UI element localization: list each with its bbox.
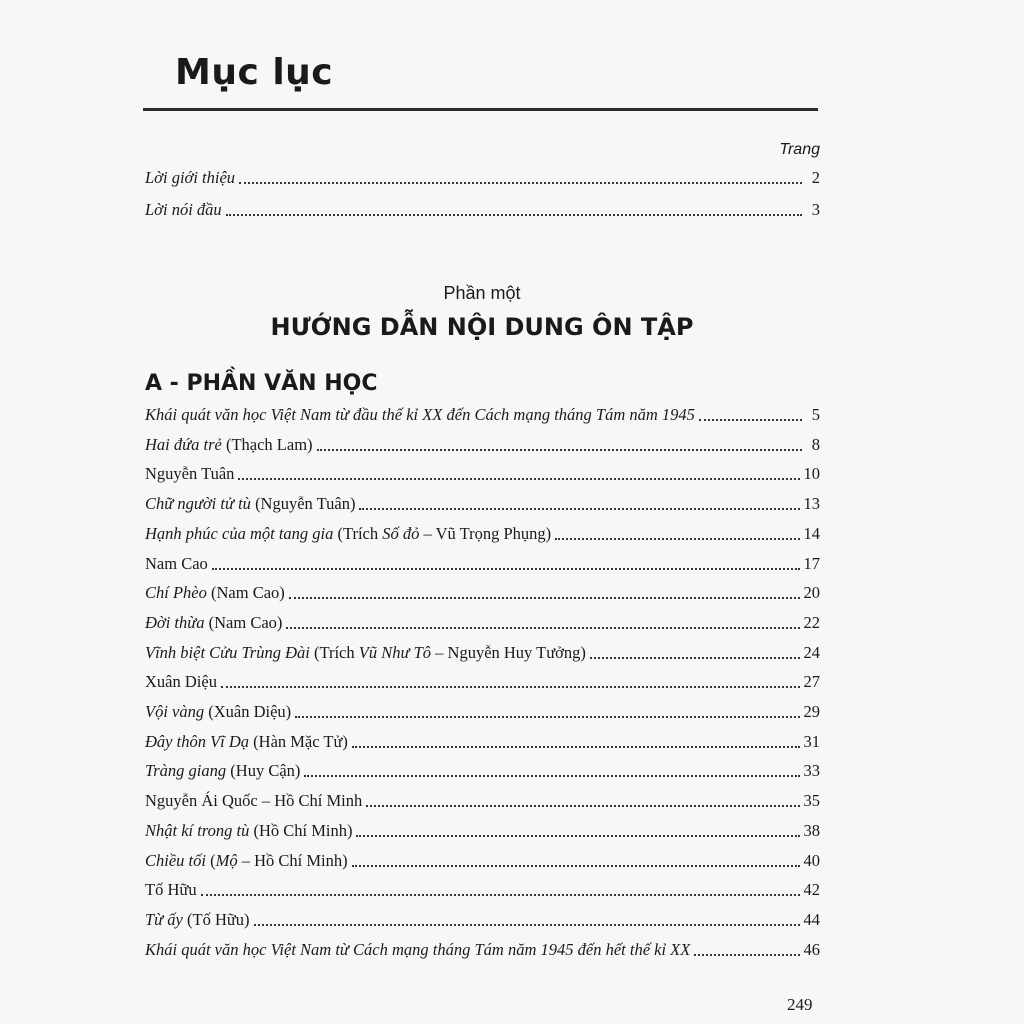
dot-leader	[352, 746, 800, 748]
page-title: Mục lục	[175, 52, 334, 93]
toc-entry	[145, 613, 820, 633]
toc-entry-title	[145, 791, 362, 811]
toc-entry-title-part: (Nam Cao)	[206, 583, 285, 603]
toc-entry-title-part: Vũ Như Tô	[358, 642, 432, 662]
toc-entry-title	[145, 554, 208, 574]
toc-entry-page: 20	[803, 583, 820, 603]
dot-leader	[694, 954, 799, 956]
toc-entry	[145, 672, 820, 692]
toc-entry-title-part: Hạnh phúc của một tang gia	[145, 523, 334, 543]
toc-entry-title	[145, 761, 300, 781]
dot-leader	[226, 214, 802, 216]
toc-entry-page: 22	[803, 612, 820, 632]
toc-entry-page: 42	[803, 880, 820, 900]
toc-entry	[145, 851, 820, 871]
toc-entry-title	[145, 702, 291, 722]
toc-entry-title	[145, 880, 197, 900]
toc-entry-title	[145, 821, 352, 841]
toc-entry-page: 10	[803, 464, 820, 484]
dot-leader	[239, 182, 802, 184]
toc-entry	[145, 524, 820, 544]
dot-leader	[699, 419, 802, 421]
toc-entry	[145, 583, 820, 603]
dot-leader	[289, 597, 800, 599]
dot-leader	[212, 568, 800, 570]
toc-entry-title	[145, 524, 551, 544]
toc-entry	[145, 643, 820, 663]
toc-entry	[145, 910, 820, 930]
toc-entry-page: 29	[803, 702, 820, 721]
dot-leader	[254, 924, 800, 926]
part-subtitle: Phần một	[443, 283, 521, 303]
dot-leader	[238, 478, 799, 480]
toc-entry-title	[145, 435, 313, 455]
dot-leader	[555, 538, 799, 540]
toc-entry-title-part: – Vũ Trọng Phụng)	[419, 523, 552, 543]
toc-entry-page: 8	[811, 434, 820, 454]
toc-entry-title-part: (Huy Cận)	[226, 761, 301, 781]
toc-entry-page: 40	[803, 850, 820, 870]
toc-entry-title-part: Hai đứa trẻ	[145, 434, 222, 454]
page-column-label: Trang	[779, 141, 820, 158]
toc-entry-title-part: (Hàn Mặc Tử)	[249, 731, 348, 751]
toc-entry-title-part: (Trích	[333, 523, 383, 543]
dot-leader	[286, 627, 799, 629]
toc-entry-title	[145, 494, 355, 514]
toc-entry-page: 3	[811, 200, 820, 219]
toc-entry-title	[145, 732, 348, 752]
dot-leader	[201, 894, 800, 896]
toc-entry	[145, 821, 820, 841]
toc-entry-title	[145, 940, 690, 960]
toc-entry-title-part: (Trích	[309, 642, 359, 662]
toc-entry-title-part: Chí Phèo	[145, 583, 207, 603]
toc-entry-title-part: (Tố Hữu)	[182, 909, 250, 929]
toc-entry-page: 27	[803, 672, 820, 692]
toc-entry-title-part: Mộ	[215, 850, 238, 870]
toc-entry-title-part: Khái quát văn học Việt Nam từ đầu thế kỉ XX đến Cách mạng tháng Tám năm 1945	[145, 405, 695, 424]
toc-entry	[145, 761, 820, 781]
toc-entry-title-part: Từ ấy	[145, 909, 183, 929]
toc-entry-title-part: – Hồ Chí Minh)	[237, 850, 348, 870]
toc-entry-title-part: Tràng giang	[145, 761, 227, 781]
dot-leader	[221, 686, 800, 688]
dot-leader	[590, 657, 800, 659]
dot-leader	[304, 775, 799, 777]
toc-entry-page: 14	[803, 523, 820, 543]
toc-entry-page: 33	[803, 761, 820, 781]
toc-entry-page: 35	[803, 791, 820, 811]
toc-entry-title-part: Nguyễn Tuân	[145, 464, 235, 484]
toc-entry-title	[145, 851, 348, 871]
toc-entry-title-part: Xuân Diệu	[145, 672, 217, 692]
toc-entry	[145, 732, 820, 752]
toc-entry-title	[145, 405, 695, 425]
toc-entry	[145, 494, 820, 514]
toc-entry	[145, 940, 820, 960]
toc-entry-page: 44	[803, 909, 820, 929]
toc-entry	[145, 200, 820, 220]
toc-entry-title-part: Vĩnh biệt Cửu Trùng Đài	[145, 642, 310, 662]
toc-entry-title-part: Nhật kí trong tù	[145, 820, 250, 840]
toc-entry-title-part: Vội vàng	[145, 702, 205, 721]
dot-leader	[317, 449, 802, 451]
toc-entry-title-part: (Nam Cao)	[204, 612, 283, 632]
toc-entry-page: 5	[811, 405, 820, 424]
toc-entry-title	[145, 168, 235, 188]
toc-entry	[145, 702, 820, 722]
toc-entry	[145, 791, 820, 811]
dot-leader	[295, 716, 799, 718]
toc-entry-title-part: (Thạch Lam)	[221, 434, 313, 454]
dot-leader	[352, 865, 800, 867]
toc-entry-title	[145, 643, 586, 663]
part-title: HƯỚNG DẪN NỘI DUNG ÔN TẬP	[270, 313, 694, 341]
toc-entry-page: 46	[803, 939, 820, 959]
toc-entry-title-part: – Nguyễn Huy Tưởng)	[431, 642, 586, 662]
toc-entry-title-part: Lời nói đầu	[145, 200, 222, 219]
toc-entry-page: 24	[803, 642, 820, 662]
dot-leader	[359, 508, 799, 510]
toc-entry-page: 31	[803, 731, 820, 751]
toc-entry-title-part: (Nguyễn Tuân)	[250, 494, 356, 514]
toc-entry	[145, 435, 820, 455]
toc-entry-page: 38	[803, 820, 820, 840]
toc-entry-title-part: Chữ người tử tù	[145, 494, 251, 514]
toc-entry	[145, 554, 820, 574]
toc-entry-title-part: Nam Cao	[145, 553, 208, 573]
toc-entry-title	[145, 672, 217, 692]
toc-entry-title-part: Đời thừa	[145, 612, 205, 632]
toc-entry-title-part: Đây thôn Vĩ Dạ	[145, 731, 250, 751]
toc-entry-title-part: Khái quát văn học Việt Nam từ Cách mạng tháng Tám năm 1945 đến hết thế kỉ XX	[145, 939, 691, 959]
section-heading: A - PHẦN VĂN HỌC	[145, 371, 378, 396]
toc-entry-title-part: Số đỏ	[382, 523, 420, 543]
toc-entry-title-part: (Xuân Diệu)	[204, 702, 292, 721]
toc-entry-page: 2	[811, 168, 820, 187]
toc-entry-title-part: (	[205, 850, 216, 870]
toc-entry	[145, 880, 820, 900]
toc-entry-title	[145, 583, 285, 603]
toc-entry-title	[145, 200, 222, 220]
dot-leader	[356, 835, 799, 837]
toc-entry	[145, 464, 820, 484]
title-rule	[143, 108, 818, 111]
toc-entry-title-part: Chiều tối	[145, 850, 206, 870]
toc-entry-page: 13	[803, 494, 820, 514]
toc-entry-title-part: (Hồ Chí Minh)	[249, 820, 353, 840]
toc-entry-title-part: Nguyễn Ái Quốc – Hồ Chí Minh	[145, 791, 363, 811]
toc-entry	[145, 405, 820, 425]
toc-entry-title-part: Lời giới thiệu	[145, 168, 236, 187]
toc-entry	[145, 168, 820, 188]
toc-entry-title	[145, 464, 234, 484]
dot-leader	[366, 805, 799, 807]
page-number: 249	[787, 995, 813, 1014]
toc-entry-title-part: Tố Hữu	[145, 880, 197, 900]
toc-entry-page: 17	[803, 553, 820, 573]
toc-entry-title	[145, 910, 250, 930]
toc-entry-title	[145, 613, 282, 633]
